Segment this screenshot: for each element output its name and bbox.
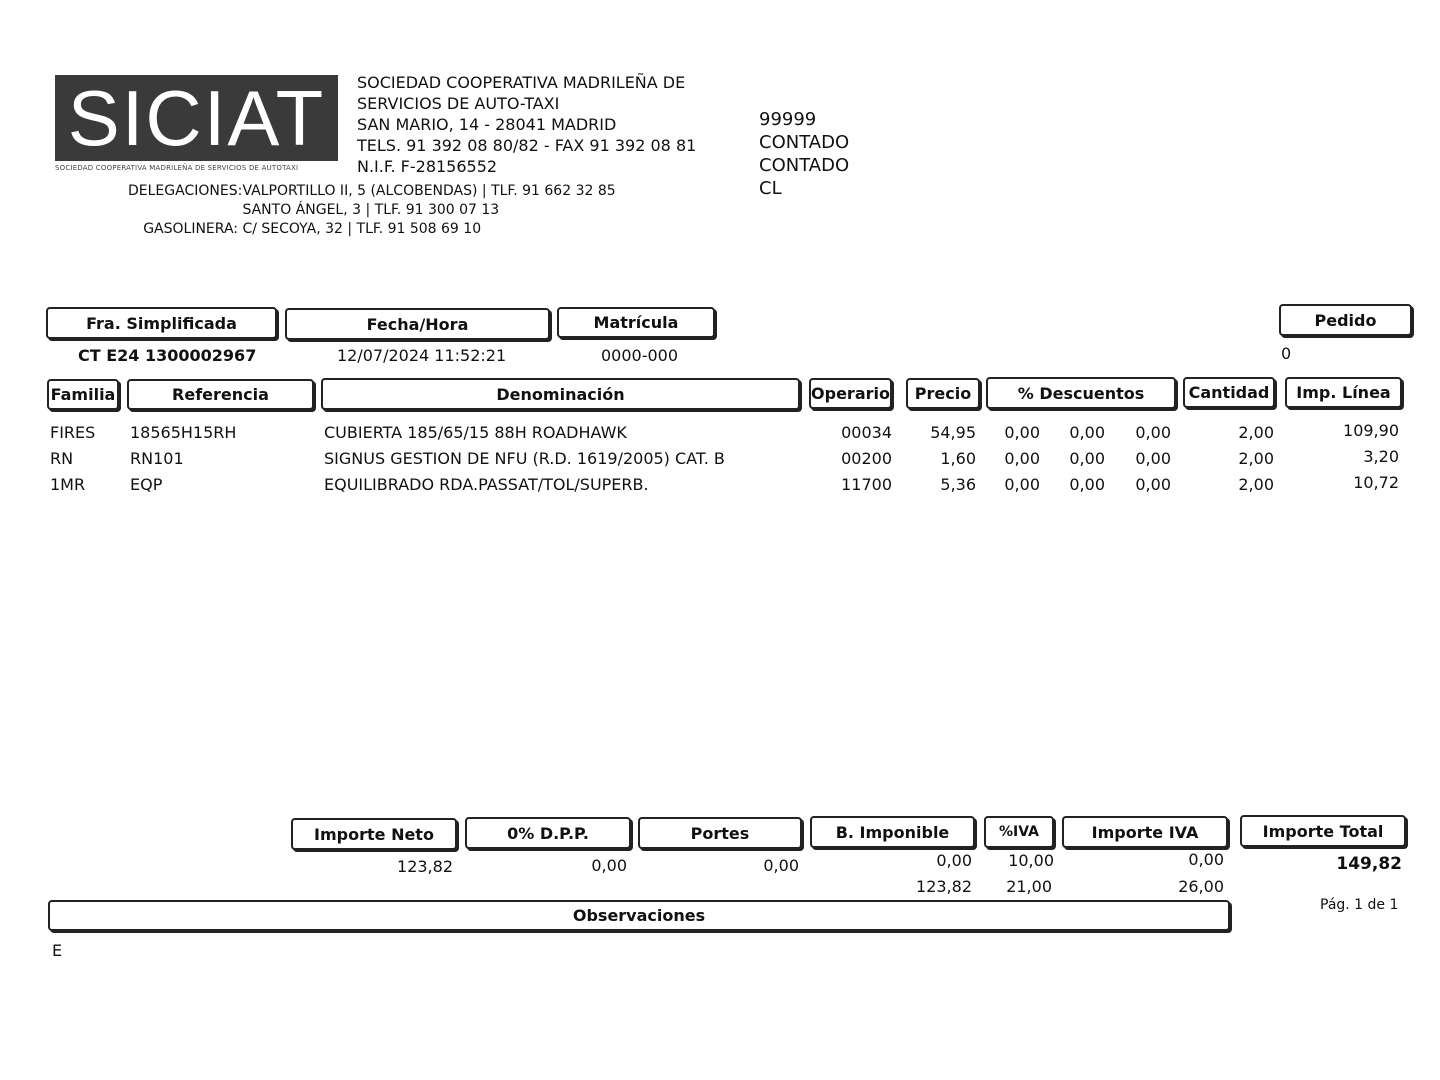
delegaciones-label: DELEGACIONES: bbox=[128, 183, 243, 199]
importe-total-value: 149,82 bbox=[1336, 854, 1402, 874]
client-line: CL bbox=[759, 178, 782, 199]
cell-cantidad: 2,00 bbox=[1238, 475, 1274, 494]
cell-precio: 1,60 bbox=[940, 449, 976, 468]
company-line: N.I.F. F-28156552 bbox=[357, 157, 498, 176]
fecha-label: Fecha/Hora bbox=[285, 308, 550, 340]
col-familia: Familia bbox=[47, 379, 119, 410]
col-precio: Precio bbox=[906, 378, 980, 409]
cell-imp-linea: 3,20 bbox=[1363, 447, 1399, 466]
portes-label: Portes bbox=[638, 817, 802, 849]
cell-familia: 1MR bbox=[50, 475, 86, 494]
importe-iva-label: Importe IVA bbox=[1062, 816, 1228, 848]
cell-descuento-2: 0,00 bbox=[1069, 475, 1105, 494]
dpp-value: 0,00 bbox=[591, 856, 627, 875]
cell-imp-linea: 109,90 bbox=[1343, 421, 1399, 440]
iva-value: 21,00 bbox=[1006, 877, 1052, 896]
client-line: CONTADO bbox=[759, 132, 850, 153]
cell-denominacion: EQUILIBRADO RDA.PASSAT/TOL/SUPERB. bbox=[324, 475, 649, 494]
cell-familia: RN bbox=[50, 449, 74, 468]
client-code: 99999 bbox=[759, 109, 817, 130]
portes-value: 0,00 bbox=[763, 856, 799, 875]
col-operario: Operario bbox=[809, 378, 892, 409]
cell-cantidad: 2,00 bbox=[1238, 449, 1274, 468]
client-line: CONTADO bbox=[759, 155, 850, 176]
cell-precio: 54,95 bbox=[930, 423, 976, 442]
logo-text: SICIAT bbox=[67, 74, 326, 162]
cell-cantidad: 2,00 bbox=[1238, 423, 1274, 442]
fecha-value: 12/07/2024 11:52:21 bbox=[337, 346, 507, 365]
col-referencia: Referencia bbox=[127, 379, 314, 410]
company-line: SOCIEDAD COOPERATIVA MADRILEÑA DE bbox=[357, 73, 686, 92]
cell-operario: 00034 bbox=[841, 423, 892, 442]
client-info bbox=[759, 108, 849, 200]
matricula-label: Matrícula bbox=[557, 307, 715, 338]
observaciones-text: E bbox=[52, 941, 63, 960]
cell-referencia: EQP bbox=[130, 475, 163, 494]
iva-label: %IVA bbox=[984, 816, 1054, 848]
cell-referencia: 18565H15RH bbox=[130, 423, 237, 442]
cell-imp-linea: 10,72 bbox=[1353, 473, 1399, 492]
cell-operario: 00200 bbox=[841, 449, 892, 468]
company-line: SERVICIOS DE AUTO-TAXI bbox=[357, 94, 560, 113]
b-imponible-value: 123,82 bbox=[916, 877, 972, 896]
dpp-label: 0% D.P.P. bbox=[465, 817, 631, 849]
importe-neto-value: 123,82 bbox=[397, 857, 453, 876]
col-cantidad: Cantidad bbox=[1183, 377, 1275, 408]
delegacion-2: SANTO ÁNGEL, 3 | TLF. 91 300 07 13 bbox=[242, 202, 500, 218]
fra-value: CT E24 1300002967 bbox=[78, 346, 257, 365]
importe-iva-value: 0,00 bbox=[1188, 850, 1224, 869]
cell-descuento-1: 0,00 bbox=[1004, 475, 1040, 494]
gasolinera: C/ SECOYA, 32 | TLF. 91 508 69 10 bbox=[242, 221, 482, 237]
col-denominacion: Denominación bbox=[321, 378, 800, 410]
company-line: TELS. 91 392 08 80/82 - FAX 91 392 08 81 bbox=[357, 136, 697, 155]
company-line: SAN MARIO, 14 - 28041 MADRID bbox=[357, 115, 617, 134]
importe-neto-label: Importe Neto bbox=[291, 818, 457, 850]
cell-operario: 11700 bbox=[841, 475, 892, 494]
cell-descuento-2: 0,00 bbox=[1069, 423, 1105, 442]
cell-familia: FIRES bbox=[50, 423, 96, 442]
matricula-value: 0000-000 bbox=[601, 346, 679, 365]
page-number: Pág. 1 de 1 bbox=[1320, 897, 1399, 913]
cell-precio: 5,36 bbox=[940, 475, 976, 494]
observaciones-label: Observaciones bbox=[48, 900, 1230, 931]
col-imp-linea: Imp. Línea bbox=[1285, 377, 1402, 408]
cell-denominacion: CUBIERTA 185/65/15 88H ROADHAWK bbox=[324, 423, 627, 442]
cell-referencia: RN101 bbox=[130, 449, 184, 468]
cell-descuento-3: 0,00 bbox=[1135, 475, 1171, 494]
col-descuentos: % Descuentos bbox=[986, 377, 1176, 409]
delegacion-1: VALPORTILLO II, 5 (ALCOBENDAS) | TLF. 91 662 32 85 bbox=[242, 183, 616, 199]
company-info bbox=[357, 72, 696, 177]
cell-descuento-3: 0,00 bbox=[1135, 423, 1171, 442]
fra-label: Fra. Simplificada bbox=[46, 307, 277, 339]
gasolinera-label: GASOLINERA: bbox=[143, 221, 238, 237]
importe-iva-value: 26,00 bbox=[1178, 877, 1224, 896]
delegaciones bbox=[128, 182, 616, 239]
b-imponible-label: B. Imponible bbox=[810, 816, 975, 848]
importe-total-label: Importe Total bbox=[1240, 815, 1406, 847]
cell-descuento-1: 0,00 bbox=[1004, 423, 1040, 442]
pedido-value: 0 bbox=[1281, 344, 1292, 363]
cell-descuento-1: 0,00 bbox=[1004, 449, 1040, 468]
logo-subtitle: SOCIEDAD COOPERATIVA MADRILEÑA DE SERVICIOS DE AUTOTAXI bbox=[55, 164, 299, 172]
iva-value: 10,00 bbox=[1008, 851, 1054, 870]
company-logo bbox=[55, 75, 338, 161]
b-imponible-value: 0,00 bbox=[936, 851, 972, 870]
pedido-label: Pedido bbox=[1279, 304, 1412, 336]
cell-denominacion: SIGNUS GESTION DE NFU (R.D. 1619/2005) CAT. B bbox=[324, 449, 725, 468]
cell-descuento-2: 0,00 bbox=[1069, 449, 1105, 468]
cell-descuento-3: 0,00 bbox=[1135, 449, 1171, 468]
